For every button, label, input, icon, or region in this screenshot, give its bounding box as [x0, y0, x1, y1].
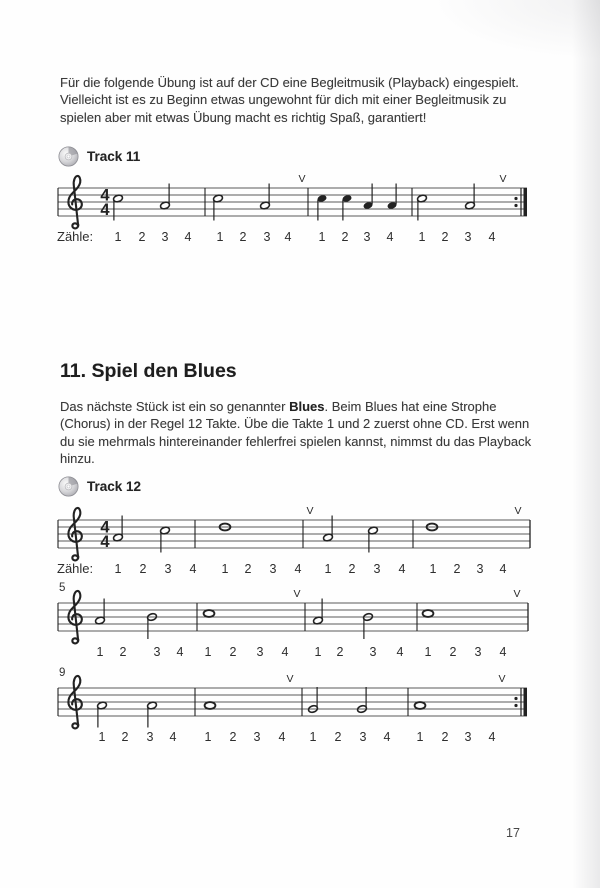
track12-line3-svg — [52, 666, 552, 750]
count-number: 1 — [324, 562, 332, 576]
count-number: 4 — [184, 230, 192, 244]
whole-note-head — [205, 702, 216, 709]
bow-mark: V — [293, 588, 301, 600]
time-signature-upper: 4 — [100, 518, 110, 537]
count-number: 4 — [499, 645, 507, 659]
paragraph-text: . Beim Blues hat eine Strophe (Chorus) in der Regel 12 Takte. Übe die Takte 1 und 2 zuerst ohne CD. Erst wenn du sie mehrmals hintereinander fehlerfrei spielen kannst, nimmst du das Playback hinzu. — [60, 399, 532, 467]
count-number: 4 — [488, 730, 496, 744]
count-number: 4 — [396, 645, 404, 659]
count-number: 2 — [453, 562, 461, 576]
count-number: 1 — [309, 730, 317, 744]
measure-number: 5 — [59, 582, 66, 594]
count-number: 2 — [341, 230, 349, 244]
track-label-12: Track 12 — [87, 479, 142, 494]
count-number: 4 — [398, 562, 406, 576]
count-number: 3 — [146, 730, 154, 744]
count-number: 4 — [499, 562, 507, 576]
bow-mark: V — [513, 588, 521, 600]
count-number: 1 — [114, 230, 122, 244]
track12-line1-svg — [52, 498, 552, 582]
count-number: 1 — [318, 230, 326, 244]
count-number: 1 — [221, 562, 229, 576]
count-number: 1 — [416, 730, 424, 744]
count-number: 1 — [424, 645, 432, 659]
repeat-dot — [514, 204, 517, 207]
count-number: 2 — [336, 645, 344, 659]
count-label: Zähle: — [57, 561, 94, 576]
end-barline-thick — [524, 188, 528, 216]
paragraph-bold-word: Blues — [289, 399, 325, 414]
repeat-dot — [514, 197, 517, 200]
count-number: 1 — [98, 730, 106, 744]
count-number: 2 — [139, 562, 147, 576]
count-number: 3 — [263, 230, 271, 244]
repeat-dot — [514, 704, 517, 707]
count-number: 1 — [114, 562, 122, 576]
count-number: 2 — [441, 230, 449, 244]
count-number: 3 — [164, 562, 172, 576]
staff-system-track11 — [52, 166, 552, 250]
end-barline-thick — [524, 688, 528, 716]
count-number: 3 — [256, 645, 264, 659]
count-number: 4 — [189, 562, 197, 576]
count-number: 3 — [253, 730, 261, 744]
count-number: 4 — [281, 645, 289, 659]
track-11-row — [58, 146, 140, 167]
count-number: 2 — [244, 562, 252, 576]
count-number: 1 — [216, 230, 224, 244]
bow-mark: V — [499, 173, 507, 185]
paragraph-text: Das nächste Stück ist ein so genannter — [60, 399, 290, 414]
count-number: 2 — [229, 730, 237, 744]
intro-paragraph: Für die folgende Übung ist auf der CD eine Begleitmusik (Playback) eingespielt. Vielleicht ist es zu Beginn etwas ungewohnt für dich mit einer Begleitmusik zu spielen aber mit etwas Übung macht es richtig Spaß, garantiert! — [60, 75, 519, 125]
count-number: 3 — [269, 562, 277, 576]
track-label-11: Track 11 — [87, 149, 141, 164]
whole-note-head — [423, 610, 434, 617]
staff-system-track12-line1 — [52, 498, 552, 582]
count-number: 4 — [169, 730, 177, 744]
count-number: 4 — [383, 730, 391, 744]
whole-note-head — [415, 702, 426, 709]
section-heading: 11. Spiel den Blues — [60, 360, 237, 382]
section-paragraph — [60, 398, 546, 468]
count-number: 3 — [476, 562, 484, 576]
count-number: 4 — [284, 230, 292, 244]
count-number: 4 — [294, 562, 302, 576]
time-signature-upper: 4 — [100, 186, 110, 205]
time-signature-lower: 4 — [100, 533, 110, 552]
track12-line2-svg — [52, 581, 552, 665]
count-number: 3 — [161, 230, 169, 244]
count-number: 2 — [441, 730, 449, 744]
count-number: 3 — [474, 645, 482, 659]
count-number: 3 — [464, 730, 472, 744]
scan-corner-shade — [430, 0, 600, 60]
count-number: 3 — [373, 562, 381, 576]
cd-icon — [58, 476, 79, 497]
count-label: Zähle: — [57, 229, 94, 244]
count-number: 3 — [363, 230, 371, 244]
bow-mark: V — [286, 673, 294, 685]
count-number: 2 — [449, 645, 457, 659]
bow-mark: V — [298, 173, 306, 185]
count-number: 2 — [121, 730, 129, 744]
cd-icon — [58, 146, 79, 167]
count-number: 1 — [96, 645, 104, 659]
count-number: 2 — [239, 230, 247, 244]
count-number: 4 — [386, 230, 394, 244]
measure-number: 9 — [59, 667, 66, 679]
count-number: 1 — [418, 230, 426, 244]
page-number: 17 — [506, 826, 520, 840]
count-number: 2 — [229, 645, 237, 659]
bow-mark: V — [498, 673, 506, 685]
count-number: 2 — [119, 645, 127, 659]
scan-edge-shade — [572, 0, 600, 888]
count-number: 3 — [464, 230, 472, 244]
count-number: 4 — [278, 730, 286, 744]
repeat-dot — [514, 697, 517, 700]
count-number: 3 — [153, 645, 161, 659]
count-number: 1 — [314, 645, 322, 659]
count-number: 2 — [348, 562, 356, 576]
count-number: 4 — [176, 645, 184, 659]
count-number: 1 — [429, 562, 437, 576]
count-number: 2 — [138, 230, 146, 244]
track-12-row — [58, 476, 141, 497]
time-signature-lower: 4 — [100, 201, 110, 220]
count-number: 1 — [204, 645, 212, 659]
count-number: 4 — [488, 230, 496, 244]
count-number: 2 — [334, 730, 342, 744]
track11-line1-svg — [52, 166, 552, 250]
count-number: 3 — [369, 645, 377, 659]
whole-note-head — [204, 610, 215, 617]
count-number: 3 — [359, 730, 367, 744]
count-number: 1 — [204, 730, 212, 744]
bow-mark: V — [306, 505, 314, 517]
staff-system-track12-line2 — [52, 581, 552, 665]
bow-mark: V — [514, 505, 522, 517]
staff-system-track12-line3 — [52, 666, 552, 750]
